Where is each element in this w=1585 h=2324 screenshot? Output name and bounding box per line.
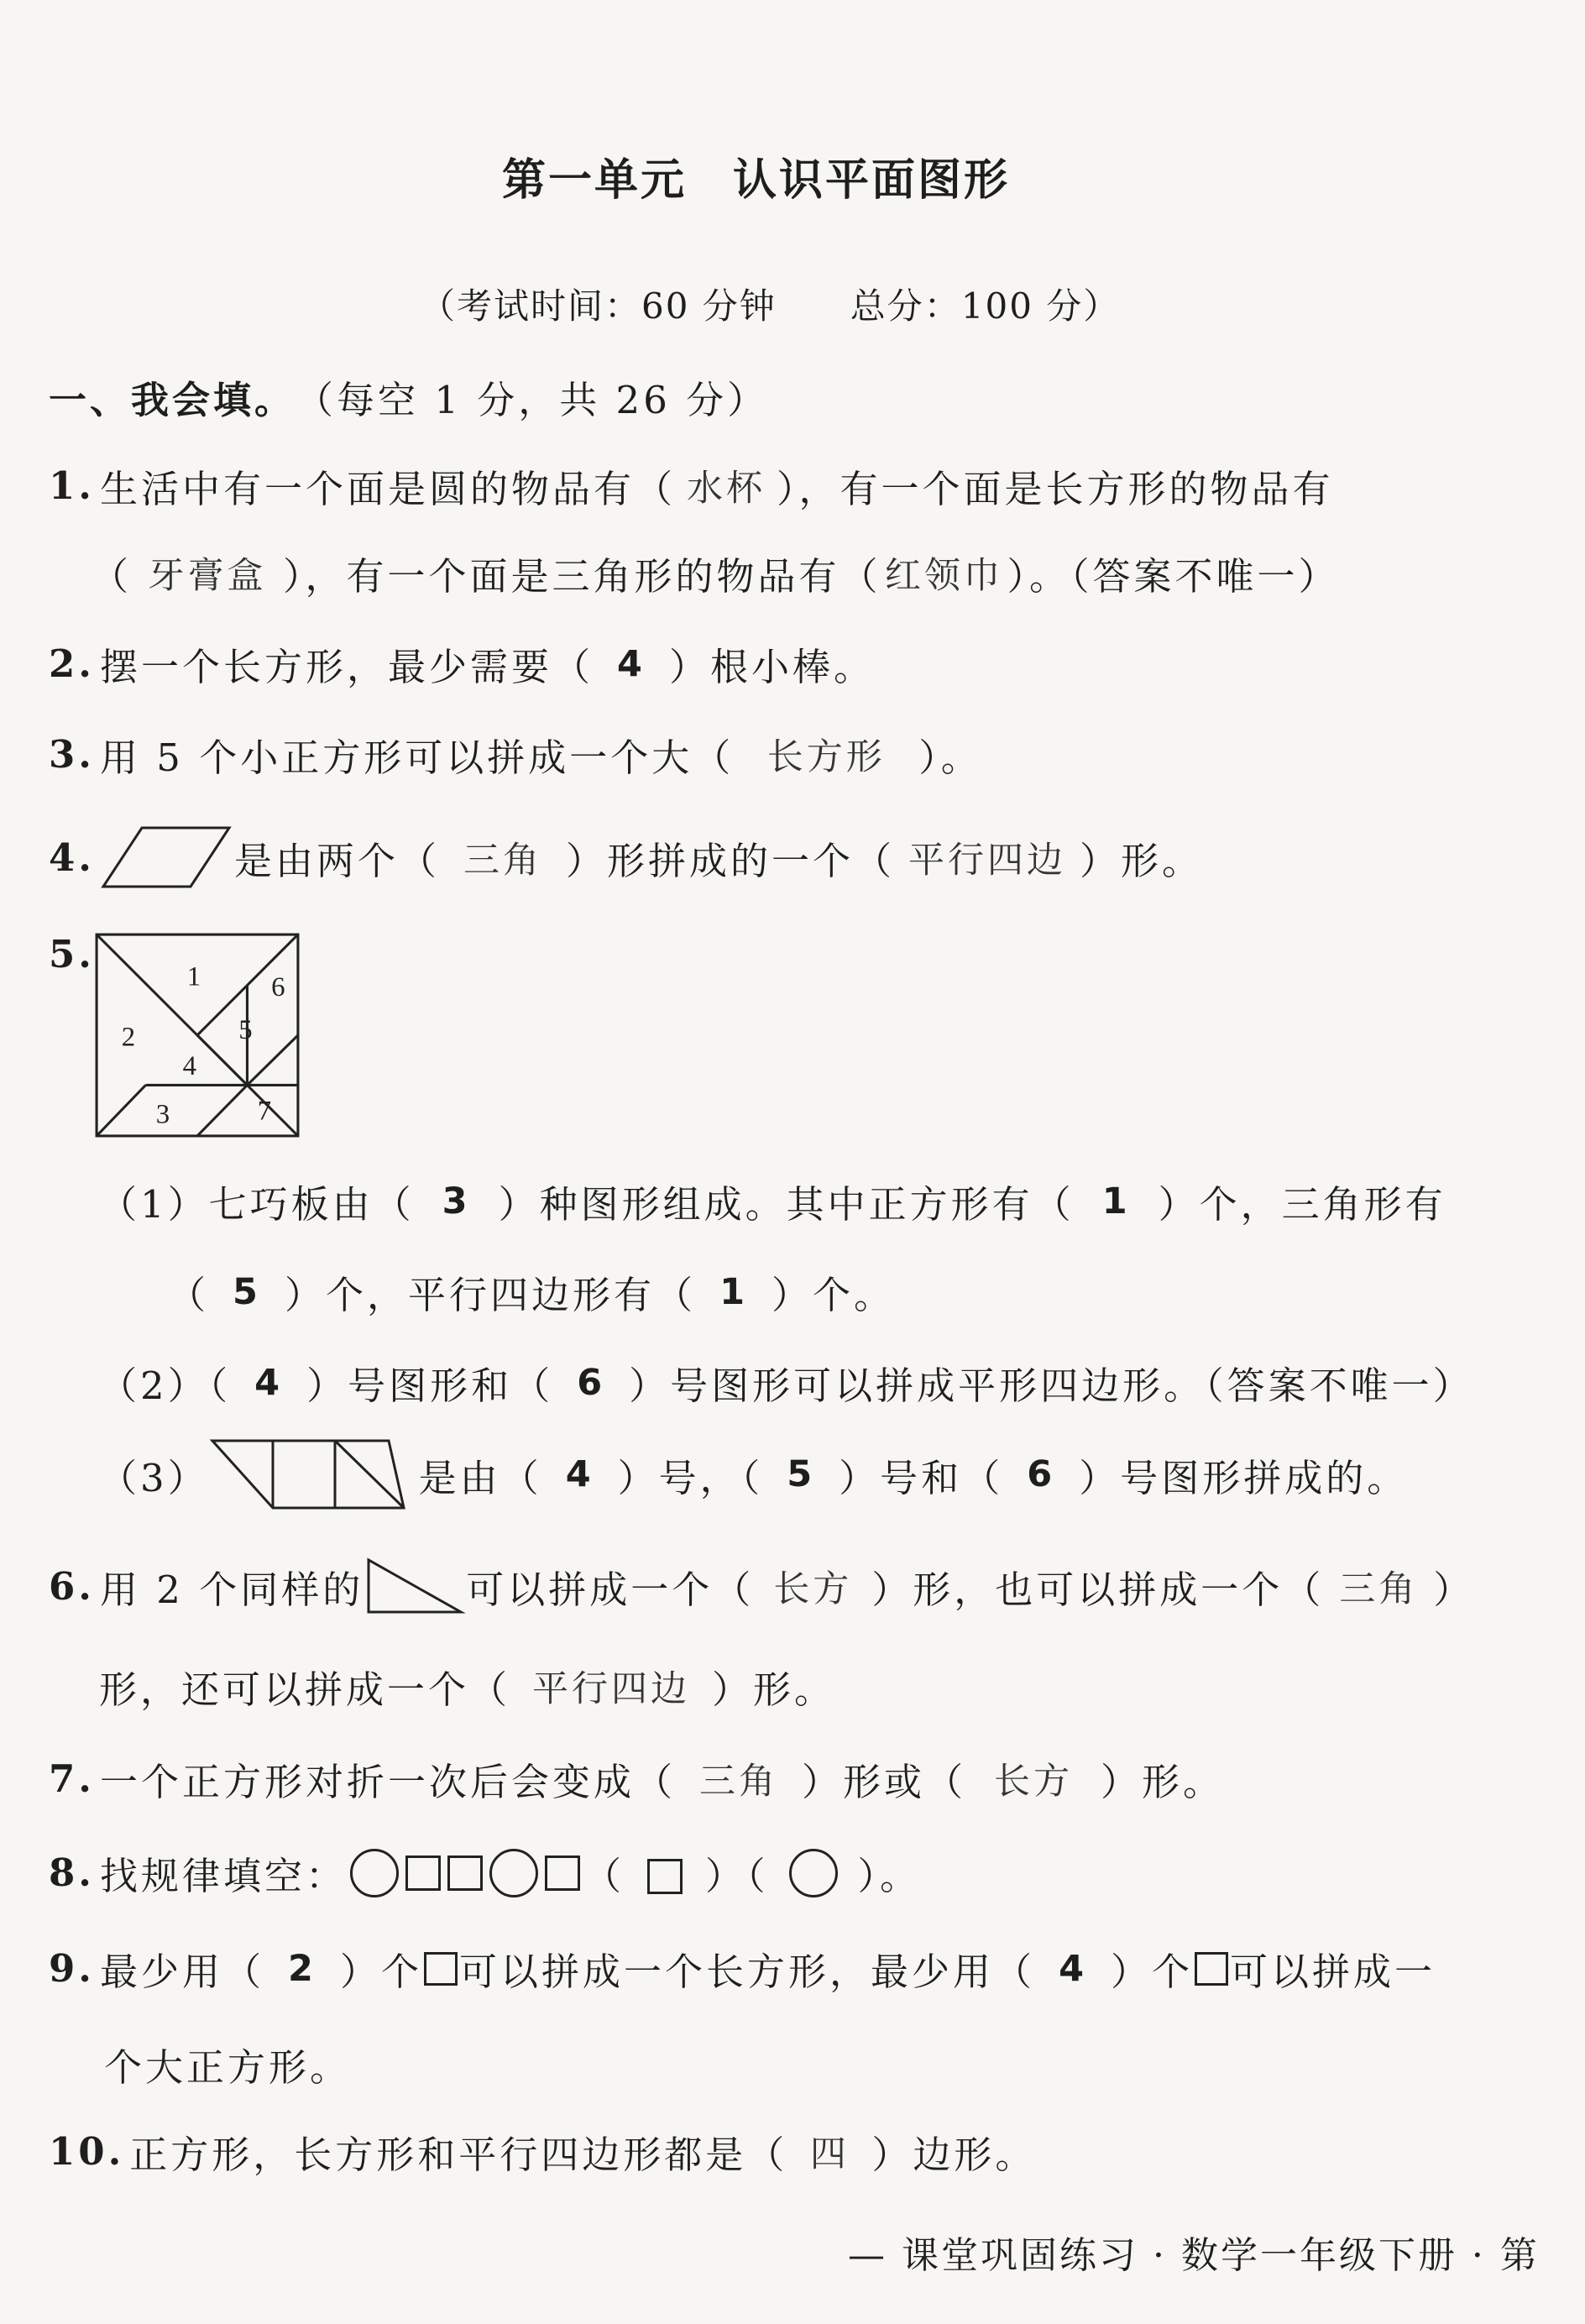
question-2	[49, 636, 875, 691]
tangram-label: 2	[121, 1022, 136, 1053]
answer-blank: 2	[288, 1947, 316, 1990]
page-title: 第一单元 认识平面图形	[502, 154, 1011, 206]
question-number: 4.	[49, 835, 95, 880]
question-text: ）（	[705, 1854, 769, 1898]
answer-blank: 5	[233, 1270, 261, 1313]
square-icon	[424, 1952, 458, 1986]
question-text: （3）	[99, 1455, 209, 1500]
question-text: ），有一个面是三角形的物品有（	[283, 554, 881, 599]
question-number: 2.	[49, 641, 95, 686]
question-text: ）个。	[772, 1273, 896, 1317]
question-text: ）号图形和（	[306, 1364, 554, 1408]
question-3	[49, 727, 982, 782]
question-text: ）形拼成的一个（	[566, 838, 896, 883]
question-text: ）种图形组成。其中正方形有（	[498, 1182, 1075, 1227]
section-note: （每空 1 分，共 26 分）	[296, 378, 769, 422]
answer-blank: 3	[442, 1180, 471, 1222]
answer-blank: 四	[809, 2133, 850, 2175]
question-5-part-2	[99, 1355, 1474, 1410]
question-text: ）。	[857, 1854, 922, 1898]
question-text: ）个，三角形有	[1158, 1182, 1446, 1227]
question-text: 形，还可以拼成一个（	[99, 1667, 511, 1712]
question-text: ）号和（	[839, 1455, 1004, 1500]
answer-blank: 平行四边	[908, 839, 1067, 882]
question-number: 5.	[49, 932, 95, 976]
answer-blank	[769, 1848, 858, 1898]
question-text: 可以拼成一个（	[466, 1567, 755, 1612]
answer-blank: 6	[577, 1361, 606, 1404]
question-number: 1.	[49, 463, 95, 508]
question-text: （	[583, 1854, 625, 1898]
composite-shape-icon	[209, 1436, 407, 1513]
square-icon	[545, 1856, 580, 1891]
tangram-line	[247, 1035, 297, 1085]
answer-blank: 三角	[699, 1761, 778, 1803]
question-text: 生活中有一个面是圆的物品有（	[99, 467, 676, 511]
question-text: ）个	[1111, 1950, 1194, 1994]
tangram-label: 3	[155, 1099, 170, 1130]
answer-blank: 4	[617, 642, 646, 685]
tangram-label: 6	[271, 971, 285, 1002]
question-text: ）。（答案不唯一）	[1007, 554, 1340, 599]
question-6-line-1	[49, 1555, 1474, 1617]
answer-blank: 平行四边	[532, 1668, 691, 1710]
answer-blank: 4	[565, 1453, 594, 1495]
question-1-line-2	[91, 546, 1340, 600]
question-text: ）号图形拼成的。	[1079, 1455, 1409, 1500]
question-6-line-2	[99, 1659, 835, 1714]
page-footer: — 课堂巩固练习 · 数学一年级下册 · 第	[848, 2234, 1540, 2277]
question-text: 可以拼成一	[1230, 1950, 1436, 1994]
question-5-part-3	[99, 1436, 1408, 1513]
question-text: ）形。	[1080, 838, 1204, 883]
tangram-label: 4	[182, 1051, 196, 1082]
answer-blank: 1	[719, 1270, 748, 1313]
question-9-line-2	[104, 2037, 351, 2091]
question-text: 一个正方形对折一次后会变成（	[99, 1760, 676, 1804]
question-text: 可以拼成一个长方形，最少用（	[459, 1950, 1036, 1994]
question-7	[49, 1751, 1224, 1806]
answer-blank: 1	[1101, 1180, 1131, 1222]
question-number: 6.	[49, 1563, 95, 1609]
tangram-label: 5	[238, 1015, 253, 1046]
question-number: 8.	[49, 1850, 95, 1895]
question-text: 摆一个长方形，最少需要（	[99, 645, 594, 689]
answer-blank: 5	[787, 1453, 816, 1495]
question-5-part-1-line-1	[99, 1174, 1446, 1228]
exam-info: （考试时间：60 分钟 总分：100 分）	[420, 285, 1121, 327]
question-text: 找规律填空：	[99, 1854, 347, 1898]
question-number: 7.	[49, 1756, 95, 1801]
question-10	[49, 2124, 1036, 2179]
question-text: 最少用（	[99, 1950, 264, 1994]
question-1-line-1	[49, 458, 1334, 513]
question-text: ），有一个面是长方形的物品有	[777, 467, 1334, 511]
tangram-label: 7	[257, 1096, 272, 1127]
question-text: 正方形，长方形和平行四边形都是（	[129, 2133, 788, 2177]
answer-blank: 红领巾	[885, 555, 1004, 597]
question-text: ）形或（	[802, 1760, 967, 1804]
tangram-line	[97, 1085, 145, 1135]
answer-blank: 4	[1059, 1947, 1087, 1990]
circle-icon	[789, 1849, 838, 1897]
question-text: ）个	[340, 1950, 423, 1994]
question-text: 是由两个（	[233, 838, 440, 883]
section-title: 一、我会填。	[49, 378, 296, 422]
question-text: ）个，平行四边形有（	[285, 1273, 697, 1317]
tangram-line	[197, 1085, 247, 1135]
question-text: ）边形。	[871, 2133, 1037, 2177]
circle-icon	[489, 1849, 538, 1897]
tangram-figure	[94, 932, 301, 1138]
answer-blank	[625, 1850, 705, 1895]
question-text: 是由（	[418, 1455, 542, 1500]
question-text: ）形，也可以拼成一个（	[871, 1567, 1325, 1612]
right-triangle-icon	[364, 1555, 466, 1617]
answer-blank: 长方形	[766, 736, 886, 778]
circle-icon	[350, 1849, 399, 1897]
tangram-label: 1	[186, 961, 201, 992]
answer-blank: 6	[1027, 1453, 1056, 1495]
square-icon	[447, 1856, 483, 1891]
question-text: ）形。	[1101, 1760, 1225, 1804]
question-text: ）号图形可以拼成平形四边形。（答案不唯一）	[629, 1364, 1474, 1408]
answer-blank: 长方	[773, 1568, 853, 1610]
question-text: ）。	[918, 735, 982, 780]
question-5-part-1-line-2	[168, 1264, 895, 1319]
question-number: 10.	[49, 2129, 125, 2174]
question-9-line-1	[49, 1941, 1436, 1996]
answer-blank: 4	[254, 1361, 284, 1404]
question-8	[49, 1845, 921, 1900]
question-text: （1）七巧板由（	[99, 1182, 415, 1227]
square-icon	[647, 1859, 683, 1894]
question-text: ）号，（	[617, 1455, 764, 1500]
question-4	[49, 821, 1203, 893]
answer-blank: 牙膏盒	[148, 555, 267, 597]
answer-blank: 三角	[1339, 1568, 1419, 1610]
question-number: 3.	[49, 732, 95, 777]
question-text: ）根小棒。	[669, 645, 876, 689]
question-text: 用 2 个同样的	[99, 1567, 364, 1612]
question-text: （2）（	[99, 1364, 232, 1408]
square-icon	[1195, 1952, 1228, 1986]
question-text: （	[168, 1273, 210, 1317]
question-text: （	[91, 554, 133, 599]
question-text: 个大正方形。	[104, 2045, 352, 2090]
question-text: ）	[1433, 1567, 1475, 1612]
answer-blank: 长方	[994, 1761, 1074, 1803]
question-5	[49, 932, 100, 976]
question-number: 9.	[49, 1946, 95, 1991]
answer-blank: 三角	[463, 839, 542, 882]
question-text: ）形。	[712, 1667, 836, 1712]
answer-blank: 水杯	[687, 468, 766, 510]
square-icon	[405, 1856, 441, 1891]
question-text: 用 5 个小正方形可以拼成一个大（	[99, 735, 735, 780]
parallelogram-icon	[100, 821, 234, 893]
section-heading	[49, 369, 768, 424]
